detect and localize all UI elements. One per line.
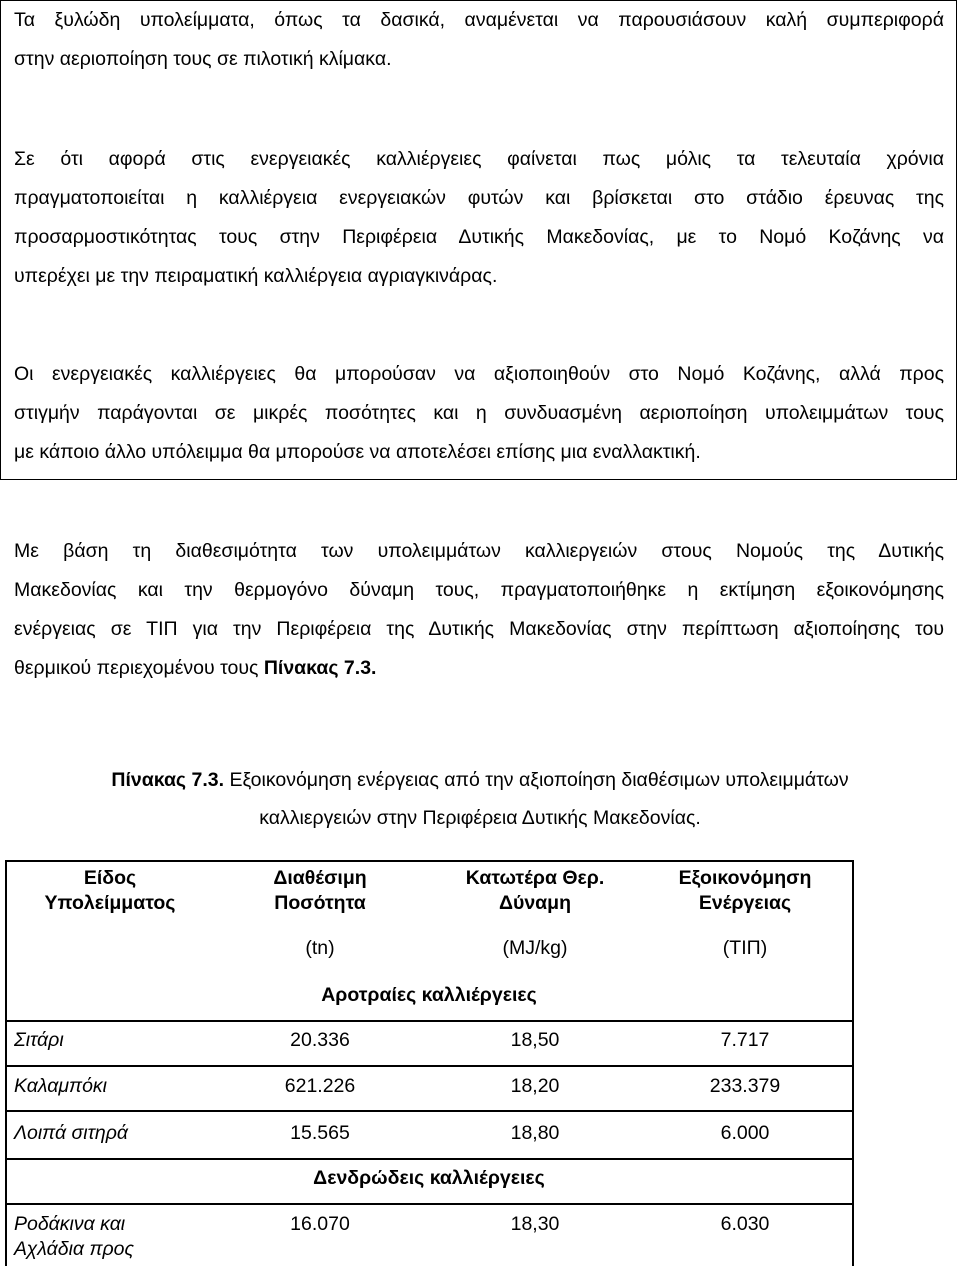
cell-type: Σιτάρι: [14, 1029, 64, 1051]
table-row-divider: [5, 1020, 853, 1022]
cell-type: Λοιπά σιτηρά: [14, 1122, 129, 1144]
cell-savings: 233.379: [709, 1075, 781, 1097]
header-type-line2: Υπολείμματος: [44, 892, 176, 914]
table-row-divider: [5, 1158, 853, 1160]
cell-type-line1: Ροδάκινα και: [14, 1213, 126, 1235]
cell-heat: 18,80: [510, 1122, 560, 1144]
cell-type-line2: Αχλάδια προς: [14, 1238, 135, 1260]
paragraph-line: υπερέχει με την πειραματική καλλιέργεια αγριαγκινάρας.: [14, 265, 498, 287]
paragraph-line: [14, 649, 944, 688]
paragraph-line: στην αεριοποίηση τους σε πιλοτική κλίμακα.: [14, 48, 392, 70]
paragraph-line: στιγμήν παράγονται σε μικρές ποσότητες και η συνδυασμένη αεριοποίηση υπολειμμάτων τους: [14, 402, 944, 424]
paragraph-text: θερμικού περιεχομένου τους: [14, 657, 264, 679]
header-savings-line1: Εξοικονόμηση: [678, 867, 812, 889]
header-heat-unit: (MJ/kg): [502, 937, 568, 959]
cell-heat: 18,30: [510, 1213, 560, 1235]
table-row-divider: [5, 1065, 853, 1067]
header-quantity-line2: Ποσότητα: [274, 892, 366, 914]
paragraph-line: ενέργειας σε ΤΙΠ για την Περιφέρεια της Δυτικής Μακεδονίας στην περίπτωση αξιοποίησης του: [14, 618, 944, 640]
cell-savings: 6.000: [720, 1122, 770, 1144]
caption-label: Πίνακας 7.3.: [111, 769, 225, 791]
caption-text-line2: καλλιεργειών στην Περιφέρεια Δυτικής Μακεδονίας.: [259, 807, 701, 829]
paragraph-line: Τα ξυλώδη υπολείμματα, όπως τα δασικά, αναμένεται να παρουσιάσουν καλή συμπεριφορά: [14, 9, 944, 31]
paragraph-line: Μακεδονίας και την θερμογόνο δύναμη τους, πραγματοποιήθηκε η εκτίμηση εξοικονόμησης: [14, 579, 944, 601]
header-heat-line2: Δύναμη: [498, 892, 572, 914]
paragraph-4: [14, 532, 944, 688]
table-caption: [0, 768, 960, 792]
header-quantity-line1: Διαθέσιμη: [273, 867, 367, 889]
paragraph-line: Με βάση τη διαθεσιμότητα των υπολειμμάτων καλλιεργειών στους Νομούς της Δυτικής: [14, 540, 944, 562]
paragraph-3: [14, 355, 944, 472]
paragraph-1: [14, 1, 944, 79]
caption-text: Εξοικονόμηση ενέργειας από την αξιοποίηση διαθέσιμων υπολειμμάτων: [224, 769, 849, 791]
cell-savings: 6.030: [720, 1213, 770, 1235]
cell-heat: 18,50: [510, 1029, 560, 1051]
header-quantity-unit: (tn): [305, 937, 335, 959]
table-reference: Πίνακας 7.3.: [263, 657, 377, 679]
table-border-top: [5, 860, 853, 862]
paragraph-line: προσαρμοστικότητας τους στην Περιφέρεια Δυτικής Μακεδονίας, με το Νομό Κοζάνης να: [14, 226, 944, 248]
table-row-divider: [5, 1203, 853, 1205]
table-row-divider: [5, 1110, 853, 1112]
paragraph-line: με κάποιο άλλο υπόλειμμα θα μπορούσε να αποτελέσει επίσης μια εναλλακτική.: [14, 441, 701, 463]
cell-heat: 18,20: [510, 1075, 560, 1097]
cell-quantity: 16.070: [290, 1213, 350, 1235]
section-tree: Δενδρώδεις καλλιέργειες: [313, 1167, 545, 1189]
paragraph-2: [14, 140, 944, 296]
cell-type: Καλαμπόκι: [14, 1075, 108, 1097]
header-heat-line1: Κατωτέρα Θερ.: [465, 867, 605, 889]
paragraph-line: Οι ενεργειακές καλλιέργειες θα μπορούσαν να αξιοποιηθούν στο Νομό Κοζάνης, αλλά προς: [14, 363, 944, 385]
cell-quantity: 621.226: [284, 1075, 356, 1097]
section-arable: Αροτραίες καλλιέργειες: [321, 984, 537, 1006]
cell-savings: 7.717: [720, 1029, 770, 1051]
table-border-right: [852, 860, 854, 1266]
paragraph-line: πραγματοποιείται η καλλιέργεια ενεργειακών φυτών και βρίσκεται στο στάδιο έρευνας της: [14, 187, 944, 209]
header-savings-line2: Ενέργειας: [698, 892, 792, 914]
cell-quantity: 15.565: [290, 1122, 350, 1144]
header-type-line1: Είδος: [83, 867, 137, 889]
cell-quantity: 20.336: [290, 1029, 350, 1051]
header-savings-unit: (ΤΙΠ): [722, 937, 768, 959]
table-border-left: [5, 860, 7, 1266]
paragraph-line: Σε ότι αφορά στις ενεργειακές καλλιέργειες φαίνεται πως μόλις τα τελευταία χρόνια: [14, 148, 944, 170]
